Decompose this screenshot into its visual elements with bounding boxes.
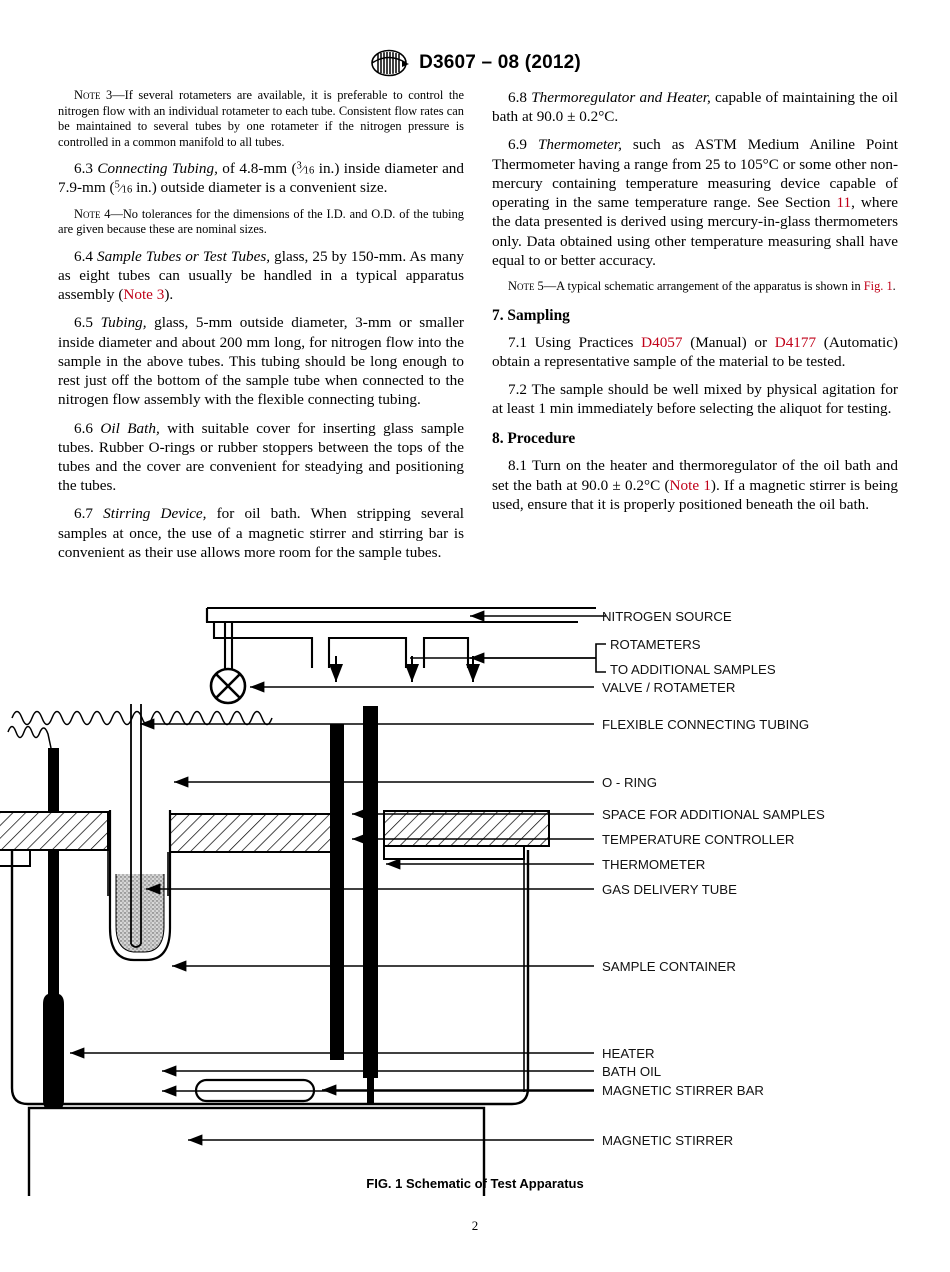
paragraph-6-9 — [492, 135, 898, 270]
paragraph-6-4-text-a: glass, 25 by 150-mm. As many as eight tubes can usually be handled in a typical apparatus assembly ( — [58, 247, 465, 304]
paragraph-6-8-text: capable of maintaining the oil bath at 90.0 ± 0.2°C. — [492, 89, 898, 126]
paragraph-7-1-text-b: (Manual) or — [682, 333, 775, 351]
adjacent-heater-element — [43, 994, 64, 1110]
paragraph-6-8-number: 6.8 — [508, 89, 527, 106]
valve-rotameter-symbol — [211, 669, 245, 703]
figure-label-temperature-controller: TEMPERATURE CONTROLLER — [602, 832, 795, 847]
link-section-11[interactable]: 11 — [836, 194, 852, 212]
paragraph-7-2-text: The sample should be well mixed by physical agitation for at least 1 min immediately before selecting the aliquot for testing. — [492, 380, 898, 418]
paragraph-6-3-text-b: in.) inside diameter and 7.9-mm ( — [58, 160, 464, 197]
note-4-paragraph — [58, 207, 464, 238]
paragraph-6-9-text-a: such as ASTM Medium Aniline Point Thermometer having a range from 25 to 105°C or some other non-mercury containing temperature measuring device capable of operating in the same temperature range. See Section — [492, 136, 898, 212]
thermometer-probe — [363, 706, 378, 1078]
article-body — [58, 88, 898, 571]
fraction-3-16: $^3⁄_{16}$ — [296, 160, 315, 177]
note-5-label: Note 5 — [508, 278, 544, 293]
oil-bath-vessel — [12, 850, 528, 1104]
paragraph-6-5-number: 6.5 — [74, 314, 93, 332]
fraction-b-numerator: 5 — [114, 179, 120, 191]
paragraph-7-2-number: 7.2 — [508, 380, 527, 398]
figure-caption: FIG. 1 Schematic of Test Apparatus — [366, 1176, 584, 1191]
bath-cover-left — [0, 812, 108, 850]
paragraph-8-1-number: 8.1 — [508, 457, 527, 475]
paragraph-7-1-text-a: Using Practices — [526, 333, 642, 351]
figure-1-schematic — [0, 596, 950, 1196]
bath-cover-right — [384, 811, 549, 846]
page-header — [0, 48, 950, 78]
manifold-header-pipe — [207, 608, 596, 622]
paragraph-6-4-number: 6.4 — [74, 247, 93, 265]
paragraph-6-5-text: glass, 5-mm outside diameter, 3-mm or smaller inside diameter and about 200 mm long, for nitrogen flow into the sample in the above tubes. This tubing should be long enough to rest just off the bottom of the sample tube when connected to the nitrogen flow assembly with the flexible connecting tubing. — [58, 314, 464, 409]
link-note-3[interactable]: Note 3 — [123, 286, 165, 304]
paragraph-6-5-title: Tubing, — [100, 314, 147, 332]
note-5-text-a: —A typical schematic arrangement of the apparatus is shown in — [543, 278, 864, 293]
link-note-1[interactable]: Note 1 — [669, 476, 711, 494]
paragraph-6-4-text-b: ). — [164, 286, 174, 304]
figure-label-to-additional-samples: TO ADDITIONAL SAMPLES — [610, 662, 776, 677]
figure-label-nitrogen-source: NITROGEN SOURCE — [602, 609, 732, 624]
paragraph-6-5 — [58, 313, 464, 409]
flow-arrows-down — [336, 656, 473, 682]
note-5-text-b: . — [892, 278, 896, 293]
figure-label-flexible-connecting-tubing: FLEXIBLE CONNECTING TUBING — [602, 717, 810, 732]
bath-cover-left-step — [0, 850, 30, 866]
bath-cover-right-step — [384, 846, 524, 859]
left-column — [58, 88, 464, 571]
manifold-drop-legs — [214, 622, 468, 696]
page-number: 2 — [471, 1218, 479, 1233]
note-4-text: —No tolerances for the dimensions of the I.D. and O.D. of the tubing are given because these are nominal sizes. — [58, 206, 464, 237]
sample-container-tube — [110, 810, 170, 960]
paragraph-6-7-text: for oil bath. When stripping several samples at once, the use of a magnetic stirrer and stirring bar is convenient as their use allows more room for the sample tubes. — [58, 505, 464, 561]
paragraph-8-1-text-a: Turn on the heater and thermoregulator of the oil bath and set the bath at 90.0 ± 0.2°C ( — [492, 457, 898, 494]
figure-label-o-ring: O - RING — [602, 775, 657, 790]
section-8-heading: 8. Procedure — [492, 430, 576, 448]
figure-label-space-additional-samples: SPACE FOR ADDITIONAL SAMPLES — [602, 807, 825, 822]
paragraph-8-1 — [492, 456, 898, 514]
note-3-paragraph — [58, 88, 464, 150]
paragraph-6-9-title: Thermometer, — [537, 136, 622, 154]
link-d4177[interactable]: D4177 — [774, 333, 817, 351]
flexible-connecting-tubing-coil — [12, 712, 272, 725]
paragraph-6-6 — [58, 419, 464, 496]
figure-label-rotameters: ROTAMETERS — [610, 637, 701, 652]
paragraph-6-9-text-b: , where the data presented is derived using mercury-in-glass thermometers only. Data obtained using other temperature measuring shall have equal to or better accuracy. — [492, 194, 898, 269]
note-3-text: —If several rotameters are available, it is preferable to control the nitrogen flow with an individual rotameter to each tube. Consistent flow rates can be maintained to several tubes by one rotameter if the nitrogen pressure is controlled in a common manifold to all tubes. — [58, 88, 464, 149]
paragraph-6-4-title: Sample Tubes or Test Tubes, — [97, 247, 271, 265]
paragraph-6-8 — [492, 88, 898, 126]
figure-label-magnetic-stirrer-bar: MAGNETIC STIRRER BAR — [602, 1083, 764, 1098]
paragraph-6-7-number: 6.7 — [74, 505, 93, 523]
adjacent-sample-rod — [48, 748, 59, 1008]
figure-label-magnetic-stirrer: MAGNETIC STIRRER — [602, 1133, 734, 1148]
paragraph-6-3-text-a: of 4.8-mm ( — [217, 160, 297, 178]
fraction-a-denominator: 16 — [303, 165, 315, 177]
link-d4057[interactable]: D4057 — [641, 333, 683, 351]
paragraph-6-3-text-c: in.) outside diameter is a convenient size. — [132, 179, 388, 197]
paragraph-6-8-title: Thermoregulator and Heater, — [531, 89, 711, 106]
paragraph-6-3-title: Connecting Tubing, — [97, 160, 218, 178]
astm-logo-icon — [369, 48, 409, 78]
figure-label-valve-rotameter: VALVE / ROTAMETER — [602, 680, 736, 695]
note-4-label: Note 4 — [74, 206, 111, 221]
section-7-heading: 7. Sampling — [492, 306, 570, 324]
figure-label-heater: HEATER — [602, 1046, 655, 1061]
paragraph-6-6-number: 6.6 — [74, 419, 93, 437]
link-fig-1[interactable]: Fig. 1 — [863, 278, 893, 293]
page-title: D3607 – 08 (2012) — [419, 52, 581, 73]
paragraph-7-2 — [492, 380, 898, 418]
note-3-label: Note 3 — [74, 88, 113, 102]
note-5-paragraph — [492, 279, 898, 295]
paragraph-6-9-number: 6.9 — [508, 136, 527, 154]
figure-label-thermometer: THERMOMETER — [602, 857, 706, 872]
flexible-tubing-stub-coil — [8, 727, 51, 749]
fraction-5-16: $^5⁄_{16}$ — [114, 179, 133, 196]
figure-label-gas-delivery-tube: GAS DELIVERY TUBE — [602, 882, 737, 897]
figure-label-sample-container: SAMPLE CONTAINER — [602, 959, 736, 974]
paragraph-7-1-number: 7.1 — [508, 333, 527, 351]
paragraph-6-6-text: with suitable cover for inserting glass sample tubes. Rubber O-rings or rubber stoppers between the tops of the tubes and the cover are convenient for steadying and positioning the tubes. — [58, 419, 465, 495]
paragraph-6-7-title: Stirring Device, — [103, 505, 207, 523]
bath-cover-center — [168, 814, 338, 852]
temperature-controller-probe — [330, 724, 344, 1060]
fraction-a-numerator: 3 — [296, 160, 302, 172]
paragraph-6-3-number: 6.3 — [74, 160, 93, 178]
figure-label-bath-oil: BATH OIL — [602, 1064, 662, 1079]
paragraph-7-1 — [492, 333, 898, 371]
paragraph-7-1-text-c: (Automatic) obtain a representative sample of the material to be tested. — [492, 333, 898, 370]
paragraph-6-7 — [58, 504, 464, 562]
fraction-b-denominator: 16 — [121, 184, 133, 196]
paragraph-6-6-title: Oil Bath, — [100, 419, 160, 437]
paragraph-8-1-text-b: ). If a magnetic stirrer is being used, ensure that it is properly positioned beneath the oil bath. — [492, 476, 898, 513]
paragraph-6-3 — [58, 159, 464, 197]
paragraph-6-4 — [58, 247, 464, 305]
right-column — [492, 88, 898, 571]
